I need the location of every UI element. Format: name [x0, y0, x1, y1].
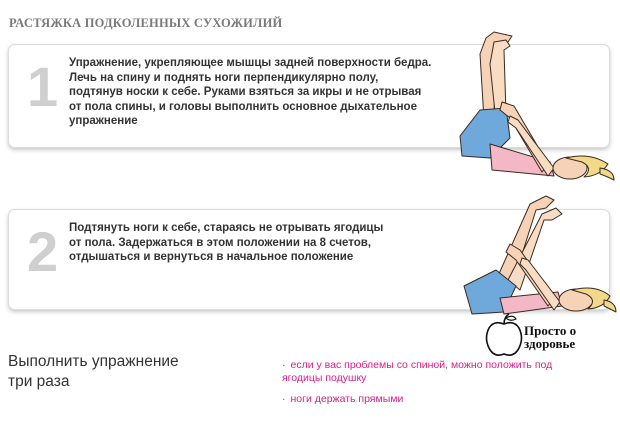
illustration-woman-legs-pulled: [464, 196, 616, 314]
repeat-line: Выполнить упражнение: [8, 353, 179, 370]
illustration-woman-legs-up: [460, 32, 614, 180]
step-line: упражнение: [69, 115, 138, 128]
step-line: Упражнение, укрепляющее мышцы задней поверхности бедра.: [69, 57, 432, 69]
step-number: 1: [27, 55, 59, 118]
tip-text: ягодицы подушку: [282, 371, 367, 384]
step-line: отдышаться и вернуться в начальное положение: [69, 251, 354, 264]
repeat-instruction: [8, 352, 179, 392]
step-number: 2: [27, 220, 59, 283]
apple-icon: [484, 312, 524, 364]
step-line: Лечь на спину и поднять ноги перпендикулярно полу,: [69, 71, 379, 84]
brand-line: Просто о: [524, 323, 577, 338]
step-line: Подтянуть ноги к себе, стараясь не отрывать ягодицы: [69, 222, 384, 234]
bullet-icon: ·: [282, 393, 286, 405]
page-title: РАСТЯЖКА ПОДКОЛЕННЫХ СУХОЖИЛИЙ: [9, 16, 283, 30]
tip-straight-legs: [282, 393, 403, 406]
step-description: [69, 221, 464, 265]
brand-line: здоровье: [524, 336, 576, 351]
brand-logo: [484, 312, 620, 364]
brand-name: [524, 324, 576, 350]
tip-text: если у вас проблемы со спиной, можно положить под: [290, 359, 553, 371]
step-line: подтянув носки к себе. Руками взяться за икры и не отрывая: [69, 86, 422, 99]
exercise-illustration-1: [450, 24, 618, 184]
step-line: от пола спины, и головы выполнить основное дыхательное: [69, 100, 417, 113]
exercise-illustration-2: [450, 190, 618, 330]
tip-text: ноги держать прямыми: [290, 393, 404, 405]
repeat-line: три раза: [8, 373, 70, 390]
step-line: от пола. Задержаться в этом положении на 8 счетов,: [69, 236, 372, 249]
step-description: [69, 56, 464, 129]
bullet-icon: ·: [282, 359, 286, 371]
